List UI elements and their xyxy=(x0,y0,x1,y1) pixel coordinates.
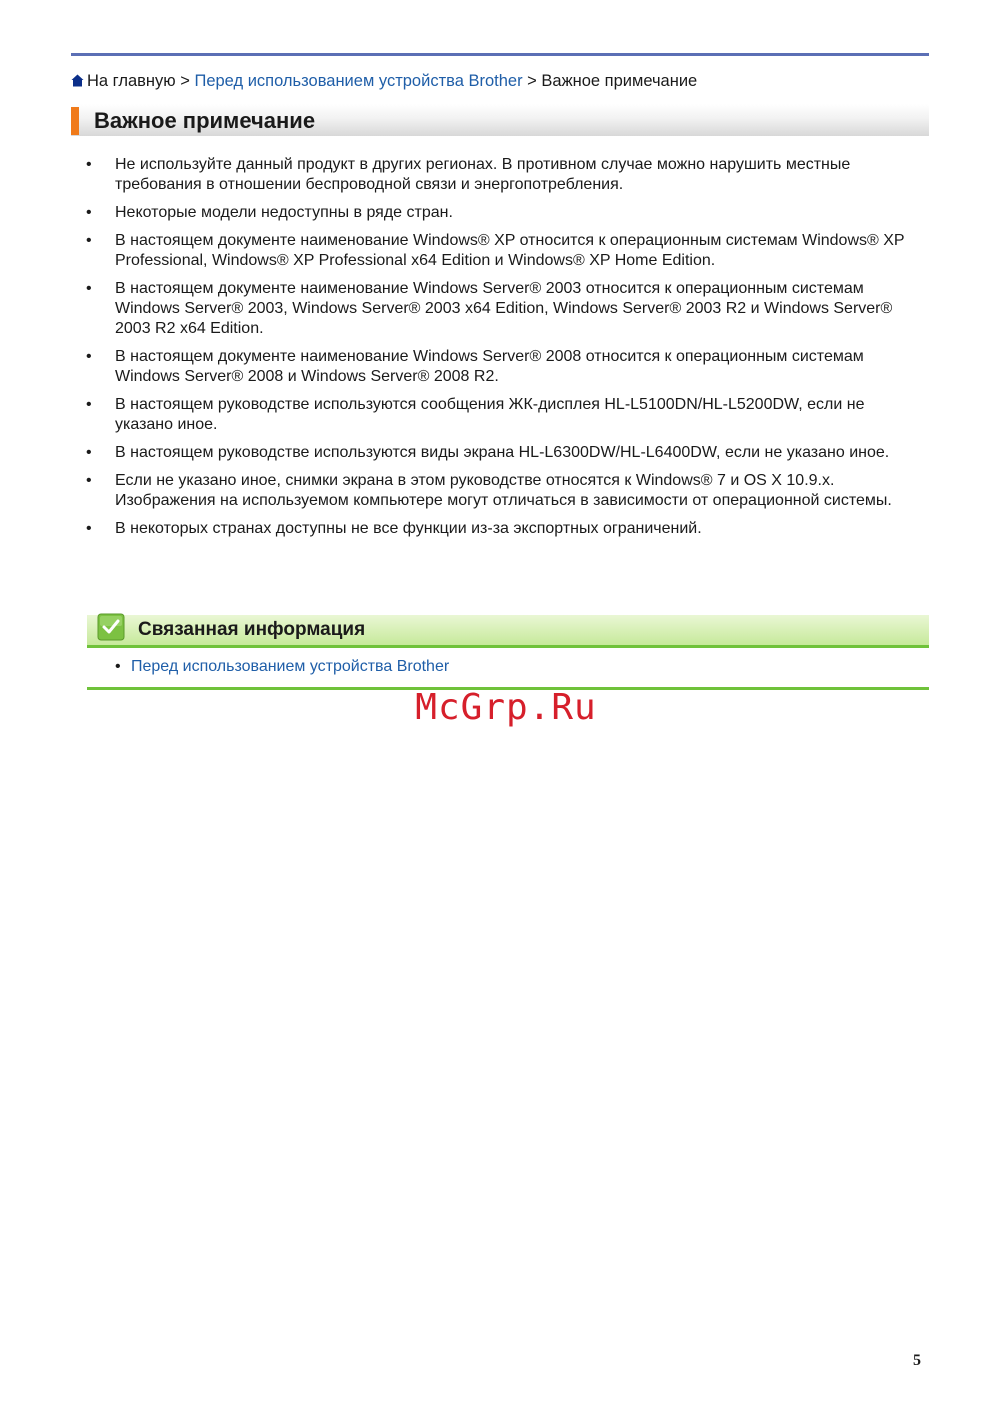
note-text: В настоящем руководстве используются виды экрана HL-L6300DW/HL-L6400DW, если не указано иное. xyxy=(115,444,890,461)
bullet: • xyxy=(115,658,121,675)
list-item xyxy=(86,155,926,195)
list-item xyxy=(86,203,926,223)
related-info-header xyxy=(87,615,929,648)
list-item xyxy=(115,657,449,677)
bullet: • xyxy=(86,520,92,537)
breadcrumb-parent-link[interactable]: Перед использованием устройства Brother xyxy=(194,72,523,90)
breadcrumb-separator: > xyxy=(175,72,195,90)
note-text: В настоящем документе наименование Windows® XP относится к операционным системам Windows® XP Professional, Windows® XP Professional x64 Edition и Windows® XP Home Edition. xyxy=(115,232,905,269)
bullet: • xyxy=(86,280,92,297)
breadcrumb xyxy=(71,71,697,91)
bullet: • xyxy=(86,348,92,365)
notes-list xyxy=(86,155,926,547)
breadcrumb-current: Важное примечание xyxy=(541,72,698,90)
list-item xyxy=(86,443,926,463)
bullet: • xyxy=(86,232,92,249)
related-link[interactable]: Перед использованием устройства Brother xyxy=(131,658,450,675)
bullet: • xyxy=(86,156,92,173)
bullet: • xyxy=(86,472,92,489)
note-text: В настоящем руководстве используются сообщения ЖК-дисплея HL-L5100DN/HL-L5200DW, если не указано иное. xyxy=(115,396,865,433)
breadcrumb-home[interactable]: На главную xyxy=(87,72,176,90)
top-rule xyxy=(71,53,929,56)
note-text: В некоторых странах доступны не все функции из-за экспортных ограничений. xyxy=(115,520,702,537)
note-text: В настоящем документе наименование Windows Server® 2008 относится к операционным системам Windows Server® 2008 и Windows Server® 2008 R2. xyxy=(115,348,864,385)
breadcrumb-separator: > xyxy=(522,72,542,90)
list-item xyxy=(86,471,926,511)
list-item xyxy=(86,279,926,339)
related-links-list xyxy=(115,657,449,677)
note-text: Не используйте данный продукт в других регионах. В противном случае можно нарушить местные требования в отношении беспроводной связи и энергопотребления. xyxy=(115,156,851,193)
page-title: Важное примечание xyxy=(94,108,316,133)
page-number: 5 xyxy=(913,1352,921,1369)
note-text: В настоящем документе наименование Windows Server® 2003 относится к операционным системам Windows Server® 2003, Windows Server® 2003 x64 Edition, Windows Server® 2003 R2 и Windows Server® 2003 R2 x64 Edition. xyxy=(115,280,893,337)
bullet: • xyxy=(86,444,92,461)
page-title-bar xyxy=(71,104,929,136)
list-item xyxy=(86,347,926,387)
note-text: Если не указано иное, снимки экрана в этом руководстве относятся к Windows® 7 и OS X 10.9.x. Изображения на используемом компьютере могут отличаться в зависимости от операционной системы. xyxy=(115,472,892,509)
list-item xyxy=(86,519,926,539)
home-icon[interactable] xyxy=(71,74,84,87)
checkmark-icon xyxy=(97,613,125,641)
note-text: Некоторые модели недоступны в ряде стран. xyxy=(115,204,453,221)
watermark: McGrp.Ru xyxy=(415,687,597,728)
bullet: • xyxy=(86,204,92,221)
related-info-title: Связанная информация xyxy=(138,619,366,640)
title-accent-bar xyxy=(71,107,79,135)
list-item xyxy=(86,395,926,435)
list-item xyxy=(86,231,926,271)
bullet: • xyxy=(86,396,92,413)
